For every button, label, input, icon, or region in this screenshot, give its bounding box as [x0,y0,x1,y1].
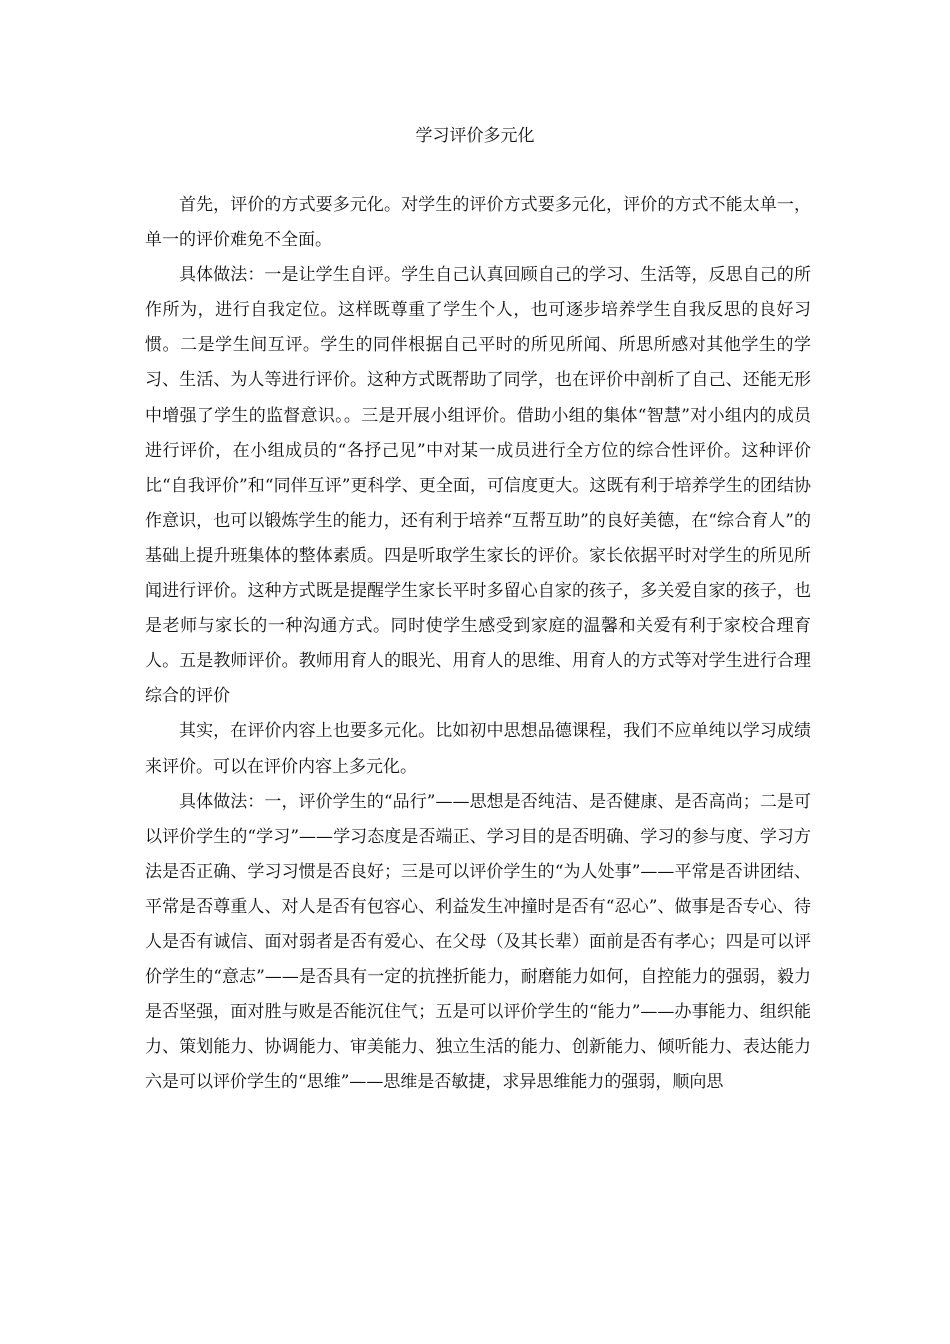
paragraph-content-details: 具体做法：一，评价学生的“品行”——思想是否纯洁、是否健康、是否高尚；二是可以评价学生的“学习”——学习态度是否端正、学习目的是否明确、学习的参与度、学习方法是否正确、学习习惯是否良好；三是可以评价学生的“为人处事”——平常是否讲团结、平常是否尊重人、对人是否有包容心、利益发生冲撞时是否有“忍心”、做事是否专心、待人是否有诚信、面对弱者是否有爱心、在父母（及其长辈）面前是否有孝心；四是可以评价学生的“意志”——是否具有一定的抗挫折能力，耐磨能力如何，自控能力的强弱，毅力是否坚强，面对胜与败是否能沉住气；五是可以评价学生的“能力”——办事能力、组织能力、策划能力、协调能力、审美能力、独立生活的能力、创新能力、倾听能力、表达能力六是可以评价学生的“思维”——思维是否敏捷，求异思维能力的强弱，顺向思 [145,791,811,1093]
document-title: 学习评价多元化 [415,126,535,146]
paragraph-evaluation-methods: 首先，评价的方式要多元化。对学生的评价方式要多元化，评价的方式不能太单一，单一的评价难免不全面。 [145,195,811,251]
paragraph-evaluation-content: 其实，在评价内容上也要多元化。比如初中思想品德课程，我们不应单纯以学习成绩来评价。可以在评价内容上多元化。 [145,721,811,777]
document-body [145,188,811,1100]
paragraph-method-details: 具体做法：一是让学生自评。学生自己认真回顾自己的学习、生活等，反思自己的所作所为，进行自我定位。这样既尊重了学生个人，也可逐步培养学生自我反思的良好习惯。二是学生间互评。学生的同伴根据自己平时的所见所闻、所思所感对其他学生的学习、生活、为人等进行评价。这种方式既帮助了同学，也在评价中剖析了自己、还能无形中增强了学生的监督意识。。三是开展小组评价。借助小组的集体“智慧”对小组内的成员进行评价，在小组成员的“各抒己见”中对某一成员进行全方位的综合性评价。这种评价比“自我评价”和“同伴互评”更科学、更全面，可信度更大。这既有利于培养学生的团结协作意识，也可以锻炼学生的能力，还有利于培养“互帮互助”的良好美德，在“综合育人”的基础上提升班集体的整体素质。四是听取学生家长的评价。家长依据平时对学生的所见所闻进行评价。这种方式既是提醒学生家长平时多留心自家的孩子，多关爱自家的孩子，也是老师与家长的一种沟通方式。同时使学生感受到家庭的温馨和关爱有利于家校合理育人。五是教师评价。教师用育人的眼光、用育人的思维、用育人的方式等对学生进行合理综合的评价 [145,265,811,707]
